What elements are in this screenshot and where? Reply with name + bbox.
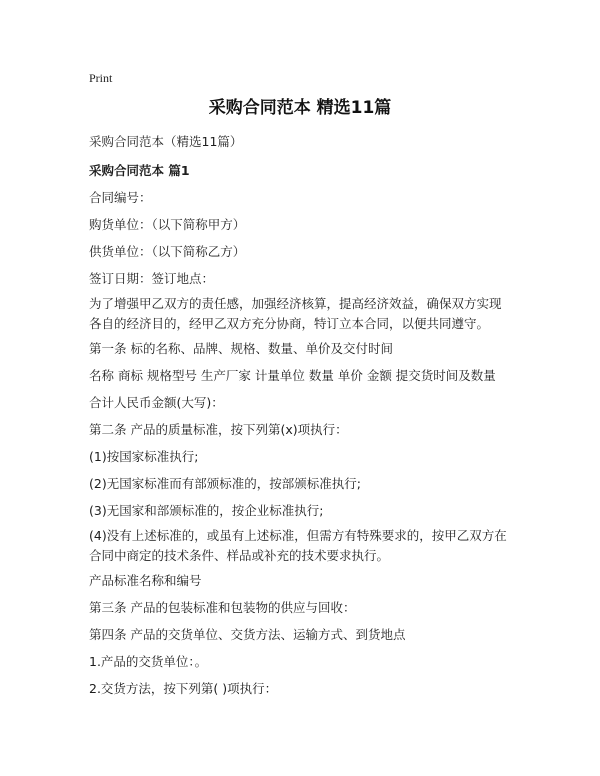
item-columns-line: 名称 商标 规格型号 生产厂家 计量单位 数量 单价 金额 提交货时间及数量 [89, 368, 496, 383]
supplier-line: 供货单位：（以下简称乙方） [89, 244, 246, 259]
preamble-paragraph: 为了增强甲乙双方的责任感，加强经济核算，提高经济效益，确保双方实现各自的经济目的，经甲乙双方充分协商，特订立本合同，以便共同遵守。 [89, 296, 502, 331]
article-4-heading: 第四条 产品的交货单位、交货方法、运输方式、到货地点 [89, 627, 406, 642]
total-amount-line: 合计人民币金额(大写)： [89, 395, 224, 410]
document-subtitle: 采购合同范本（精选11篇） [89, 134, 243, 149]
signing-date-line: 签订日期：签订地点： [89, 271, 215, 286]
standard-item-3: (3)无国家和部颁标准的，按企业标准执行; [89, 503, 324, 518]
section-heading: 采购合同范本 篇1 [89, 163, 190, 178]
standard-item-2: (2)无国家标准而有部颁标准的，按部颁标准执行; [89, 476, 361, 491]
article-2-heading: 第二条 产品的质量标准，按下列第(x)项执行： [89, 422, 348, 437]
document-title: 采购合同范本 精选11篇 [208, 98, 392, 118]
buyer-line: 购货单位：（以下简称甲方） [89, 217, 246, 232]
contract-number-line: 合同编号： [89, 190, 152, 205]
print-link[interactable]: Print [89, 71, 113, 85]
standard-item-4: (4)没有上述标准的，或虽有上述标准，但需方有特殊要求的，按甲乙双方在合同中商定的技术条件、样品或补充的技术要求执行。 [89, 528, 507, 563]
article-3-heading: 第三条 产品的包装标准和包装物的供应与回收： [89, 600, 356, 615]
article-1-heading: 第一条 标的名称、品牌、规格、数量、单价及交付时间 [89, 341, 393, 356]
standard-item-1: (1)按国家标准执行; [89, 449, 199, 464]
product-standard-line: 产品标准名称和编号 [89, 573, 202, 588]
delivery-method-line: 2.交货方法，按下列第( )项执行： [89, 681, 278, 696]
delivery-unit-line: 1.产品的交货单位：。 [89, 654, 208, 669]
